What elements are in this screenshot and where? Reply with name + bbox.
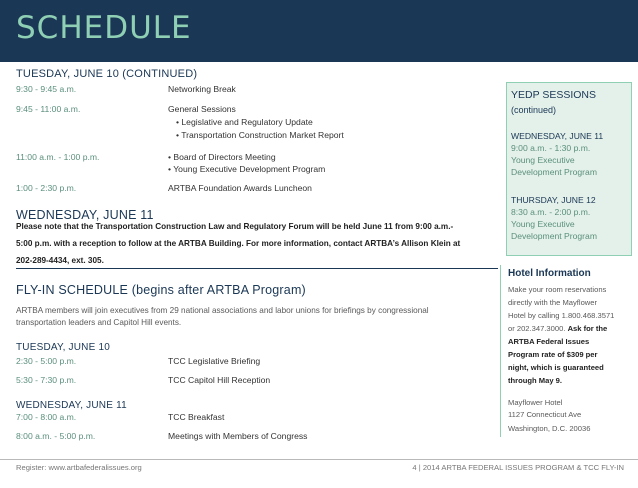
- yedp-wed-time: 9:00 a.m. - 1:30 p.m.: [511, 143, 591, 153]
- hotel-address: Washington, D.C. 20036: [508, 424, 591, 433]
- flyin-day1-heading: TUESDAY, JUNE 10: [16, 342, 110, 353]
- hotel-address: 1127 Connecticut Ave: [508, 410, 582, 419]
- yedp-sidebox: [506, 82, 632, 256]
- notice-line: 202-289-4434, ext. 305.: [16, 256, 104, 265]
- hotel-line: [508, 324, 607, 333]
- general-session-sub: • Transportation Construction Market Report: [176, 130, 344, 140]
- yedp-wed-program: Young Executive: [511, 155, 575, 165]
- row-event: • Board of Directors Meeting: [168, 152, 276, 162]
- notice-line: 5:00 p.m. with a reception to follow at the ARTBA Building. For more information, contact ARTBA’s Allison Klein at: [16, 239, 461, 248]
- hotel-line: directly with the Mayflower: [508, 298, 598, 307]
- row-time: 9:30 - 9:45 a.m.: [16, 84, 77, 94]
- yedp-wed-heading: WEDNESDAY, JUNE 11: [511, 131, 604, 141]
- footer-rule: [0, 459, 638, 460]
- section-heading-wednesday: WEDNESDAY, JUNE 11: [16, 208, 154, 222]
- page-title: SCHEDULE: [16, 10, 192, 46]
- intro-line: transportation leaders and Capitol Hill events.: [16, 318, 182, 327]
- forum-notice: [16, 218, 486, 269]
- row-event: ARTBA Foundation Awards Luncheon: [168, 183, 312, 193]
- row-time: 5:30 - 7:30 p.m.: [16, 375, 77, 385]
- section-divider: [16, 268, 498, 269]
- header-band: [0, 0, 638, 62]
- row-event: General Sessions: [168, 104, 236, 114]
- hotel-bold-line: through May 9.: [508, 376, 563, 385]
- notice-line: Please note that the Transportation Construction Law and Regulatory Forum will be held June 11 from 9:00 a.m.-: [16, 222, 454, 231]
- hotel-bold-line: night, which is guaranteed: [508, 363, 604, 372]
- hotel-line: Hotel by calling 1.800.468.3571: [508, 311, 615, 320]
- yedp-wed-program: Development Program: [511, 167, 597, 177]
- yedp-thu-heading: THURSDAY, JUNE 12: [511, 195, 596, 205]
- footer-page-info: 4 | 2014 ARTBA FEDERAL ISSUES PROGRAM & TCC FLY-IN: [412, 463, 624, 472]
- row-time: 9:45 - 11:00 a.m.: [16, 104, 81, 114]
- row-event: Networking Break: [168, 84, 236, 94]
- hotel-bold-line: ARTBA Federal Issues: [508, 337, 590, 346]
- row-event: Meetings with Members of Congress: [168, 431, 308, 441]
- flyin-day2-heading: WEDNESDAY, JUNE 11: [16, 400, 127, 411]
- general-session-sub: • Legislative and Regulatory Update: [176, 117, 313, 127]
- yedp-thu-time: 8:30 a.m. - 2:00 p.m.: [511, 207, 591, 217]
- row-time: 8:00 a.m. - 5:00 p.m.: [16, 431, 96, 441]
- row-event: TCC Legislative Briefing: [168, 356, 261, 366]
- row-time: 7:00 - 8:00 a.m.: [16, 412, 77, 422]
- row-event: TCC Breakfast: [168, 412, 225, 422]
- hotel-phone: or 202.347.3000.: [508, 324, 566, 333]
- board-sub: • Young Executive Development Program: [168, 164, 326, 174]
- intro-line: ARTBA members will join executives from 29 national associations and labor unions for briefings by congressional: [16, 306, 429, 315]
- row-time: 1:00 - 2:30 p.m.: [16, 183, 77, 193]
- hotel-line: Make your room reservations: [508, 285, 607, 294]
- hotel-name: Mayflower Hotel: [508, 398, 563, 407]
- yedp-thu-program: Young Executive: [511, 219, 575, 229]
- row-event: TCC Capitol Hill Reception: [168, 375, 271, 385]
- row-time: 2:30 - 5:00 p.m.: [16, 356, 77, 366]
- flyin-intro: [16, 305, 486, 329]
- row-time: 11:00 a.m. - 1:00 p.m.: [16, 152, 100, 162]
- footer-register-link[interactable]: Register: www.artbafederalissues.org: [16, 463, 142, 472]
- hotel-bold-text: Ask for the: [567, 324, 608, 333]
- section-heading-tuesday-cont: TUESDAY, JUNE 10 (CONTINUED): [16, 68, 198, 80]
- hotel-title: Hotel Information: [508, 268, 591, 279]
- yedp-title: YEDP SESSIONS: [511, 89, 597, 101]
- hotel-bold-line: Program rate of $309 per: [508, 350, 598, 359]
- sidebar-divider: [500, 265, 501, 437]
- yedp-subtitle: (continued): [511, 105, 557, 115]
- section-heading-flyin: FLY-IN SCHEDULE (begins after ARTBA Program): [16, 283, 306, 297]
- yedp-thu-program: Development Program: [511, 231, 597, 241]
